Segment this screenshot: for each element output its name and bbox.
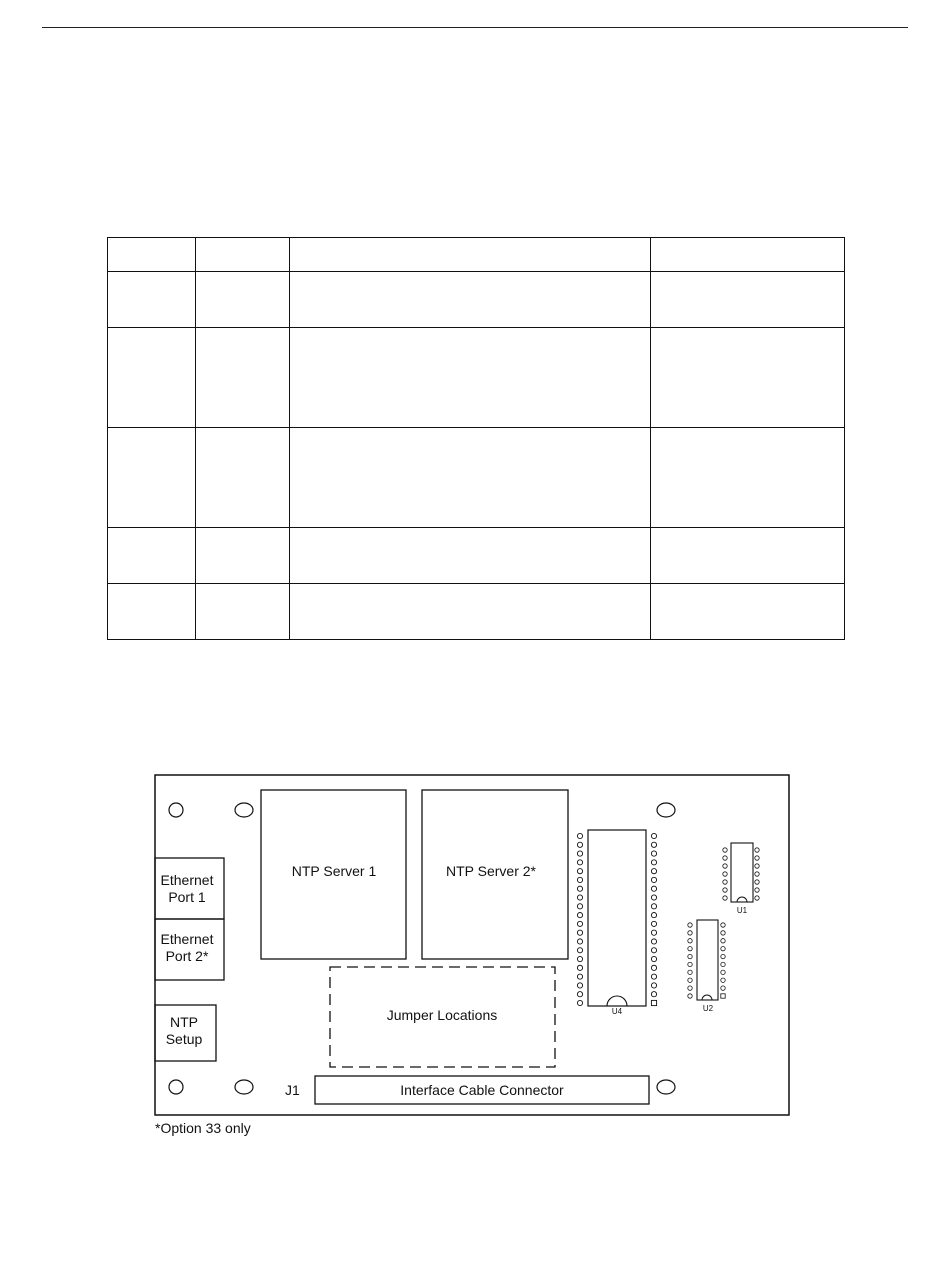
- chip-pin: [577, 1000, 582, 1005]
- chip-u4-pins: [577, 833, 656, 1005]
- chip-u4-body: [588, 830, 646, 1006]
- chip-pin: [651, 930, 656, 935]
- ethernet-port-2-label-line1: Ethernet: [160, 931, 214, 947]
- chip-pin: [577, 930, 582, 935]
- chip-pin: [651, 895, 656, 900]
- chip-pin: [577, 842, 582, 847]
- chip-u4: [577, 830, 656, 1016]
- chip-pin: [651, 939, 656, 944]
- chip-pin: [651, 869, 656, 874]
- chip-pin: [577, 877, 582, 882]
- chip-u4-label: U4: [611, 1007, 623, 1016]
- chip-u1-pins: [723, 848, 759, 900]
- chip-pin: [721, 931, 725, 935]
- chip-pin: [721, 946, 725, 950]
- chip-pin: [577, 895, 582, 900]
- chip-pin: [755, 856, 759, 860]
- chip-pin: [721, 978, 725, 982]
- chip-pin: [721, 986, 725, 990]
- ntp-setup-label-line2: Setup: [165, 1031, 203, 1047]
- ntp-server-2-label: NTP Server 2*: [446, 863, 536, 879]
- chip-pin: [688, 994, 692, 998]
- mounting-hole: [657, 803, 675, 817]
- chip-pin: [723, 864, 727, 868]
- chip-pin: [577, 913, 582, 918]
- mounting-hole: [235, 803, 253, 817]
- interface-cable-connector-label: Interface Cable Connector: [400, 1082, 564, 1098]
- chip-pin: [651, 965, 656, 970]
- mounting-hole: [169, 1080, 183, 1094]
- chip-pin: [688, 978, 692, 982]
- chip-pin: [688, 946, 692, 950]
- chip-pin: [755, 872, 759, 876]
- chip-pin: [651, 851, 656, 856]
- chip-pin: [723, 848, 727, 852]
- chip-pin: [688, 970, 692, 974]
- chip-pin: [721, 923, 725, 927]
- chip-pin: [688, 923, 692, 927]
- chip-pin: [651, 983, 656, 988]
- chip-pin: [651, 833, 656, 838]
- ethernet-port-1-label-line1: Ethernet: [160, 872, 214, 888]
- chip-pin: [755, 848, 759, 852]
- chip-pin: [651, 1000, 656, 1005]
- ntp-server-1-label: NTP Server 1: [291, 863, 377, 879]
- chip-u2: [688, 920, 725, 1013]
- chip-pin: [651, 921, 656, 926]
- board-outline: [155, 775, 789, 1115]
- chip-pin: [577, 948, 582, 953]
- chip-pin: [577, 851, 582, 856]
- chip-pin: [723, 896, 727, 900]
- chip-pin: [755, 896, 759, 900]
- chip-pin: [755, 864, 759, 868]
- chip-u1: [723, 843, 759, 915]
- chip-pin: [721, 939, 725, 943]
- chip-u2-pins: [688, 923, 725, 998]
- mounting-hole: [657, 1080, 675, 1094]
- chip-pin: [577, 939, 582, 944]
- chip-pin: [577, 974, 582, 979]
- chip-pin: [651, 904, 656, 909]
- chip-pin: [577, 921, 582, 926]
- chip-u2-body: [697, 920, 718, 1000]
- chip-pin: [723, 880, 727, 884]
- chip-pin: [755, 888, 759, 892]
- chip-pin: [721, 994, 725, 998]
- mounting-hole: [169, 803, 183, 817]
- chip-pin: [688, 939, 692, 943]
- ntp-setup-label-line1: NTP: [170, 1014, 198, 1030]
- chip-pin: [577, 860, 582, 865]
- j1-label: J1: [285, 1082, 300, 1098]
- chip-pin: [577, 992, 582, 997]
- chip-pin: [688, 931, 692, 935]
- chip-pin: [577, 886, 582, 891]
- footnote: *Option 33 only: [155, 1120, 251, 1136]
- chip-u1-label: U1: [736, 906, 748, 915]
- chip-pin: [577, 965, 582, 970]
- chip-pin: [651, 992, 656, 997]
- chip-pin: [688, 954, 692, 958]
- chip-pin: [755, 880, 759, 884]
- chip-pin: [721, 954, 725, 958]
- chip-pin: [688, 986, 692, 990]
- jumper-locations-label: Jumper Locations: [386, 1007, 498, 1023]
- ethernet-port-2-label-line2: Port 2*: [165, 948, 209, 964]
- chip-pin: [651, 956, 656, 961]
- chip-pin: [651, 948, 656, 953]
- chip-pin: [577, 833, 582, 838]
- chip-pin: [651, 974, 656, 979]
- chip-u2-notch: [702, 995, 712, 1000]
- mounting-hole: [235, 1080, 253, 1094]
- ethernet-port-1-label-line2: Port 1: [168, 889, 206, 905]
- chip-pin: [651, 913, 656, 918]
- chip-u4-notch: [607, 996, 627, 1006]
- chip-pin: [723, 872, 727, 876]
- chip-pin: [577, 983, 582, 988]
- chip-pin: [651, 842, 656, 847]
- chip-pin: [723, 856, 727, 860]
- chip-pin: [721, 970, 725, 974]
- chip-pin: [577, 956, 582, 961]
- chip-pin: [688, 962, 692, 966]
- chip-pin: [577, 869, 582, 874]
- chip-u1-notch: [737, 897, 747, 902]
- chip-pin: [651, 877, 656, 882]
- chip-pin: [651, 886, 656, 891]
- chip-pin: [721, 962, 725, 966]
- chip-u2-label: U2: [702, 1004, 714, 1013]
- chip-pin: [723, 888, 727, 892]
- chip-pin: [577, 904, 582, 909]
- chip-u1-body: [731, 843, 753, 902]
- chip-pin: [651, 860, 656, 865]
